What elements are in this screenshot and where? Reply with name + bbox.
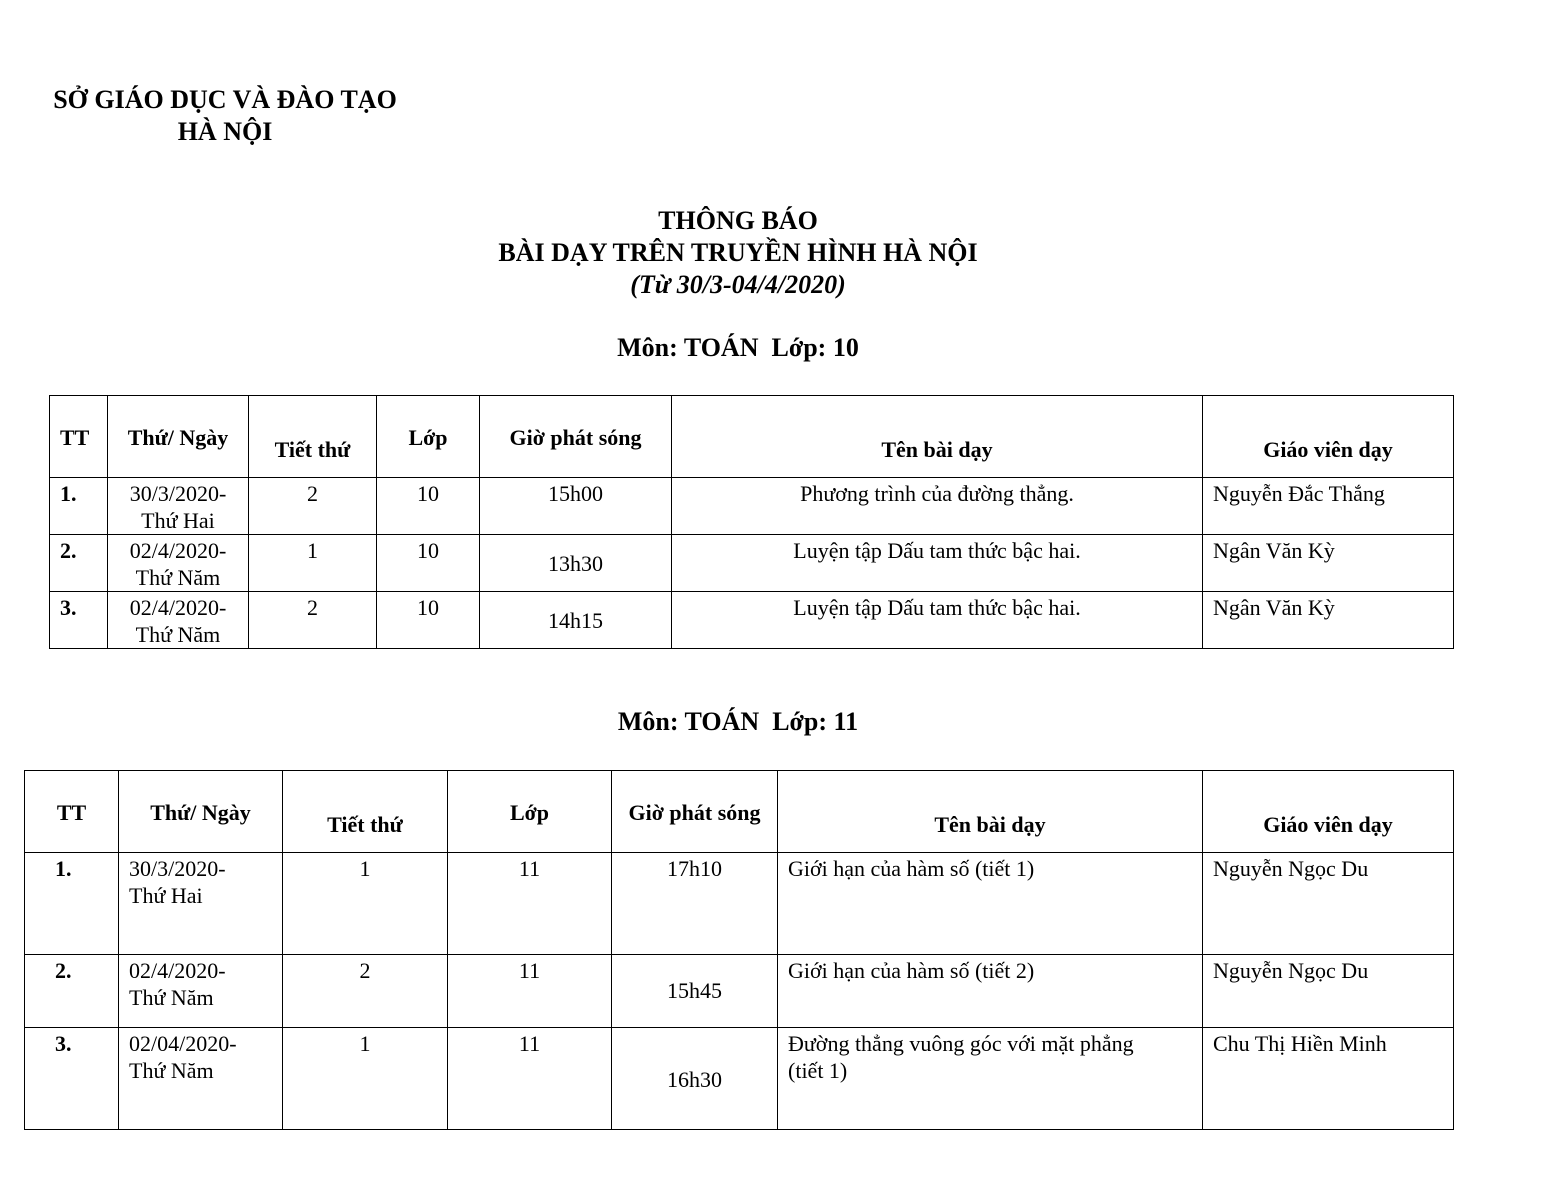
row-number: 3. [25, 1028, 119, 1130]
header-grade: Lớp [377, 396, 480, 478]
row-period: 1 [249, 535, 377, 592]
header-day: Thứ/ Ngày [119, 771, 283, 853]
row-date-cell [119, 1028, 283, 1130]
header-day: Thứ/ Ngày [108, 396, 249, 478]
row-date: 02/04/2020- [129, 1031, 237, 1056]
row-grade: 11 [448, 1028, 612, 1130]
row-lesson: Đường thẳng vuông góc với mặt phẳng [788, 1031, 1134, 1056]
row-date: 02/4/2020- [129, 595, 227, 620]
row-date: 30/3/2020- [129, 481, 227, 506]
row-lesson: Phương trình của đường thẳng. [672, 478, 1203, 535]
row-number: 1. [50, 478, 108, 535]
row-period: 1 [283, 853, 448, 955]
row-lesson-line-2: (tiết 1) [788, 1058, 848, 1083]
row-air-time: 15h00 [480, 478, 672, 535]
row-weekday: Thứ Năm [135, 622, 221, 647]
header-period: Tiết thứ [283, 771, 448, 853]
row-teacher: Nguyễn Ngọc Du [1203, 853, 1454, 955]
table-header-row [50, 396, 1454, 478]
row-air-time: 13h30 [480, 535, 672, 592]
row-teacher: Nguyễn Ngọc Du [1203, 955, 1454, 1028]
date-range: (Từ 30/3-04/4/2020) [630, 270, 846, 299]
table-row [50, 535, 1454, 592]
organization-line-1: SỞ GIÁO DỤC VÀ ĐÀO TẠO [53, 85, 397, 114]
row-date-cell [119, 853, 283, 955]
row-number: 1. [25, 853, 119, 955]
table-row [50, 592, 1454, 649]
row-grade: 10 [377, 592, 480, 649]
table-row [50, 478, 1454, 535]
row-date-cell [108, 535, 249, 592]
row-teacher: Ngân Văn Kỳ [1203, 592, 1454, 649]
schedule-table-grade-10 [49, 395, 1454, 649]
header-teacher: Giáo viên dạy [1203, 396, 1454, 478]
header-grade: Lớp [448, 771, 612, 853]
header-air-time: Giờ phát sóng [612, 771, 778, 853]
row-period: 2 [283, 955, 448, 1028]
document-subtitle: BÀI DẠY TRÊN TRUYỀN HÌNH HÀ NỘI [498, 238, 978, 267]
row-lesson-cell [778, 1028, 1203, 1130]
table-row [25, 1028, 1454, 1130]
row-air-time: 15h45 [612, 955, 778, 1028]
row-number: 2. [25, 955, 119, 1028]
row-weekday: Thứ Năm [135, 565, 221, 590]
row-date-cell [119, 955, 283, 1028]
row-lesson-cell [778, 853, 1203, 955]
row-number: 3. [50, 592, 108, 649]
row-period: 2 [249, 478, 377, 535]
row-lesson: Luyện tập Dấu tam thức bậc hai. [672, 535, 1203, 592]
row-grade: 11 [448, 853, 612, 955]
row-weekday: Thứ Hai [129, 883, 203, 908]
row-weekday: Thứ Năm [129, 985, 214, 1010]
row-period: 2 [249, 592, 377, 649]
row-teacher: Ngân Văn Kỳ [1203, 535, 1454, 592]
schedule-table-grade-11 [24, 770, 1454, 1130]
row-lesson: Giới hạn của hàm số (tiết 2) [788, 958, 1035, 983]
header-tt: TT [50, 396, 108, 478]
row-weekday: Thứ Hai [141, 508, 215, 533]
row-date: 30/3/2020- [129, 856, 226, 881]
table-row [25, 955, 1454, 1028]
header-period: Tiết thứ [249, 396, 377, 478]
header-lesson: Tên bài dạy [672, 396, 1203, 478]
row-lesson: Giới hạn của hàm số (tiết 1) [788, 856, 1035, 881]
row-air-time: 16h30 [612, 1028, 778, 1130]
row-grade: 10 [377, 535, 480, 592]
row-period: 1 [283, 1028, 448, 1130]
row-lesson: Luyện tập Dấu tam thức bậc hai. [672, 592, 1203, 649]
row-date-cell [108, 592, 249, 649]
document-title: THÔNG BÁO [658, 206, 818, 235]
row-date-cell [108, 478, 249, 535]
row-teacher: Nguyễn Đắc Thắng [1203, 478, 1454, 535]
subject-heading-grade-11: Môn: TOÁN Lớp: 11 [617, 707, 859, 736]
header-lesson: Tên bài dạy [778, 771, 1203, 853]
row-date: 02/4/2020- [129, 958, 226, 983]
header-air-time: Giờ phát sóng [480, 396, 672, 478]
row-number: 2. [50, 535, 108, 592]
header-teacher: Giáo viên dạy [1203, 771, 1454, 853]
table-row [25, 853, 1454, 955]
row-air-time: 14h15 [480, 592, 672, 649]
row-air-time: 17h10 [612, 853, 778, 955]
row-grade: 11 [448, 955, 612, 1028]
row-lesson-cell [778, 955, 1203, 1028]
row-grade: 10 [377, 478, 480, 535]
row-weekday: Thứ Năm [129, 1058, 214, 1083]
row-teacher: Chu Thị Hiền Minh [1203, 1028, 1454, 1130]
organization-name [30, 84, 420, 148]
header-tt: TT [25, 771, 119, 853]
subject-heading-grade-10: Môn: TOÁN Lớp: 10 [617, 333, 859, 362]
table-header-row [25, 771, 1454, 853]
row-date: 02/4/2020- [129, 538, 227, 563]
organization-line-2: HÀ NỘI [177, 117, 273, 146]
